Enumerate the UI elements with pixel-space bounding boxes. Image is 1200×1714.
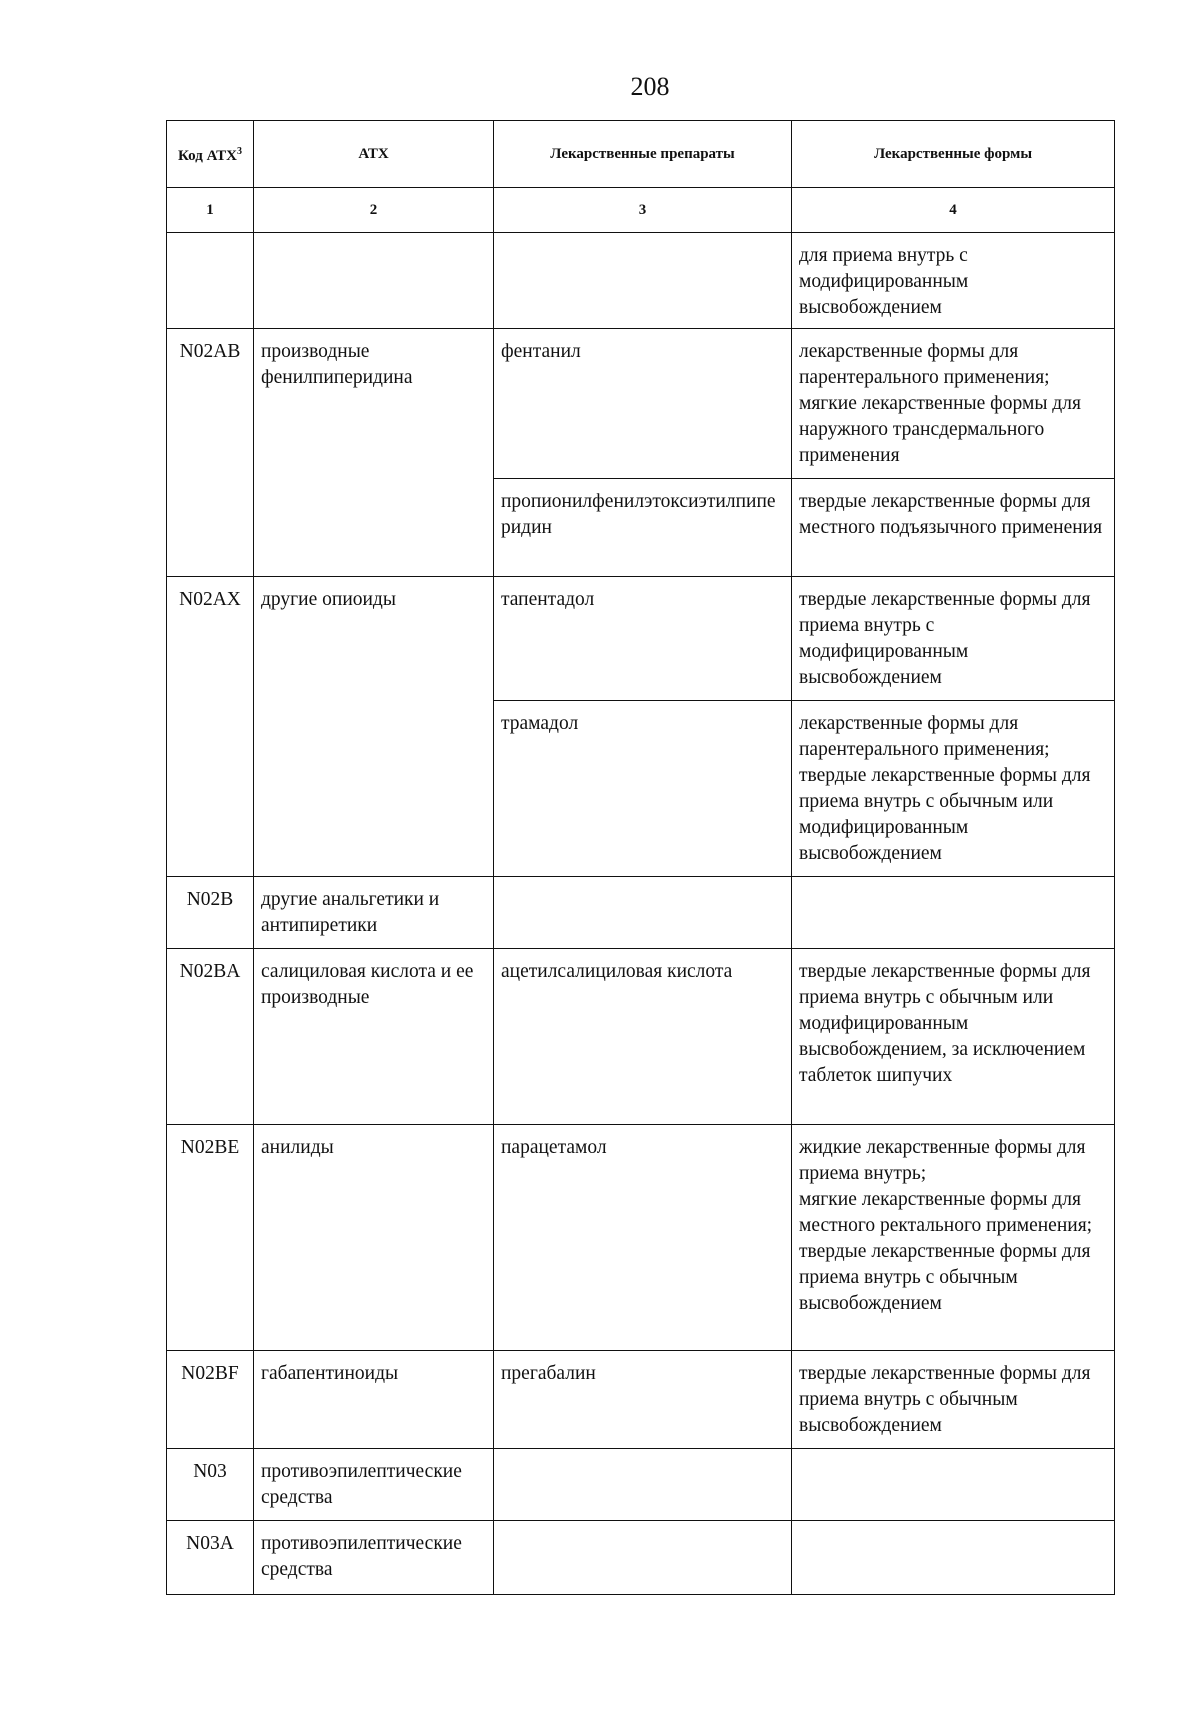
cell-forms <box>792 1521 1115 1595</box>
cell-drug: ацетилсалициловая кислота <box>494 949 792 1125</box>
cell-drug: фентанил <box>494 329 792 479</box>
column-number: 4 <box>792 188 1115 233</box>
cell-drug <box>494 1521 792 1595</box>
cell-forms <box>792 949 1115 1125</box>
cell-drug: трамадол <box>494 701 792 877</box>
header-code-sup: 3 <box>236 146 242 157</box>
form-line: мягкие лекарственные формы для местного ректального применения; <box>799 1189 1093 1236</box>
table-row <box>167 1125 1115 1351</box>
form-line: для приема внутрь с модифицированным высвобождением <box>799 245 969 318</box>
cell-atc: салициловая кислота и ее производные <box>254 949 494 1125</box>
cell-atc <box>254 233 494 329</box>
header-code: Код АТХ$^3$ <box>167 121 254 188</box>
cell-forms <box>792 577 1115 701</box>
table-row <box>167 877 1115 949</box>
form-line: мягкие лекарственные формы для наружного трансдермального применения <box>799 393 1081 466</box>
cell-drug: прегабалин <box>494 1351 792 1449</box>
atc-table <box>166 120 1115 1595</box>
table-row <box>167 1449 1115 1521</box>
column-number: 1 <box>167 188 254 233</box>
page-number: 208 <box>630 72 670 101</box>
cell-code: N02B <box>167 877 254 949</box>
table-row <box>167 233 1115 329</box>
column-number-row <box>167 188 1115 233</box>
form-line: лекарственные формы для парентерального применения; <box>799 341 1050 388</box>
column-number: 2 <box>254 188 494 233</box>
table-header-row <box>167 121 1115 188</box>
cell-code: N02BE <box>167 1125 254 1351</box>
form-line: твердые лекарственные формы для приема внутрь с обычным или модифицированным высвобождением <box>799 765 1091 864</box>
cell-atc: другие опиоиды <box>254 577 494 877</box>
cell-atc: другие анальгетики и антипиретики <box>254 877 494 949</box>
cell-forms <box>792 1125 1115 1351</box>
cell-atc: габапентиноиды <box>254 1351 494 1449</box>
cell-drug: пропионилфенилэтоксиэтилпиперидин <box>494 479 792 577</box>
cell-atc: производные фенилпиперидина <box>254 329 494 577</box>
table-row <box>167 1521 1115 1595</box>
form-line: твердые лекарственные формы для приема внутрь с обычным высвобождением <box>799 1363 1091 1436</box>
form-line: твердые лекарственные формы для приема внутрь с обычным высвобождением <box>799 1241 1091 1314</box>
form-line: жидкие лекарственные формы для приема внутрь; <box>799 1137 1086 1184</box>
cell-code: N03 <box>167 1449 254 1521</box>
table-row <box>167 949 1115 1125</box>
cell-forms <box>792 877 1115 949</box>
cell-drug <box>494 1449 792 1521</box>
cell-drug <box>494 877 792 949</box>
header-atc: АТХ <box>254 121 494 188</box>
cell-forms <box>792 233 1115 329</box>
cell-code <box>167 233 254 329</box>
form-line: лекарственные формы для парентерального применения; <box>799 713 1050 760</box>
table-row <box>167 1351 1115 1449</box>
cell-forms <box>792 701 1115 877</box>
cell-forms <box>792 1351 1115 1449</box>
table-row <box>167 329 1115 479</box>
cell-code: N02AX <box>167 577 254 877</box>
cell-forms <box>792 479 1115 577</box>
form-line: твердые лекарственные формы для приема внутрь с обычным или модифицированным высвобождением, за исключением таблеток шипучих <box>799 961 1091 1086</box>
header-forms: Лекарственные формы <box>792 121 1115 188</box>
cell-code: N02BF <box>167 1351 254 1449</box>
cell-atc: анилиды <box>254 1125 494 1351</box>
cell-atc: противоэпилептические средства <box>254 1521 494 1595</box>
cell-forms <box>792 329 1115 479</box>
cell-drug: парацетамол <box>494 1125 792 1351</box>
cell-drug <box>494 233 792 329</box>
cell-code: N02AB <box>167 329 254 577</box>
cell-code: N03A <box>167 1521 254 1595</box>
form-line: твердые лекарственные формы для местного подъязычного применения <box>799 491 1103 538</box>
cell-forms <box>792 1449 1115 1521</box>
header-drugs: Лекарственные препараты <box>494 121 792 188</box>
cell-code: N02BA <box>167 949 254 1125</box>
table-row <box>167 577 1115 701</box>
form-line: твердые лекарственные формы для приема внутрь с модифицированным высвобождением <box>799 589 1091 688</box>
cell-atc: противоэпилептические средства <box>254 1449 494 1521</box>
column-number: 3 <box>494 188 792 233</box>
cell-drug: тапентадол <box>494 577 792 701</box>
